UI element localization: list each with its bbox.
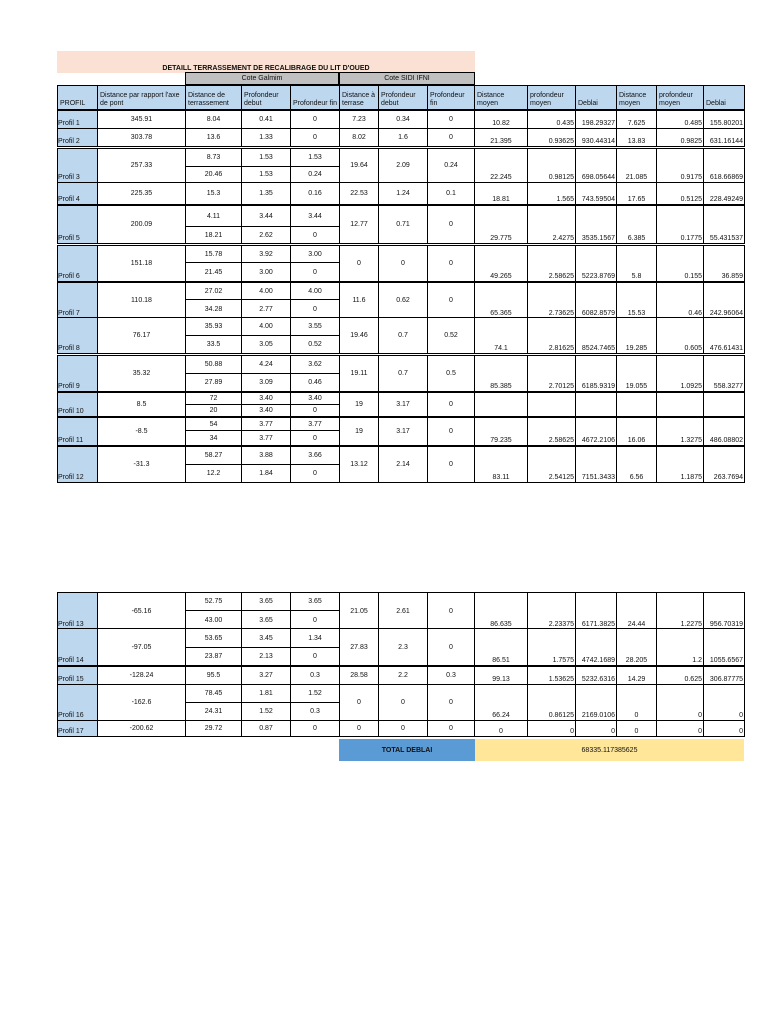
cell-pds: 1.24 bbox=[378, 182, 428, 205]
cell-d1-b: 34.28 bbox=[185, 299, 242, 319]
cell-pds: 2.14 bbox=[378, 446, 428, 483]
column-header-prof-debut-g: Profondeur debut bbox=[241, 85, 291, 110]
cell-pds: 0.71 bbox=[378, 205, 428, 244]
cell-pf1-b: 0 bbox=[290, 404, 340, 417]
cell-pd1: 0.87 bbox=[241, 720, 291, 737]
cell-pf1-b: 0 bbox=[290, 299, 340, 319]
distance-axe-cell: 345.91 bbox=[97, 110, 186, 129]
cell-pfs: 0 bbox=[427, 592, 475, 630]
cell-pf1-b: 0 bbox=[290, 647, 340, 666]
cell-pd1: 1.53 bbox=[241, 148, 291, 167]
column-header-prof-fin-g: Profondeur fin bbox=[290, 85, 340, 110]
cell-ds: 19 bbox=[339, 417, 379, 446]
cell-ds: 19.11 bbox=[339, 355, 379, 392]
cell-dm2: 0 bbox=[616, 720, 657, 737]
cell-pd1-b: 3.65 bbox=[241, 610, 291, 630]
cell-db1: 4742.1689 bbox=[575, 628, 617, 666]
cell-pfs: 0 bbox=[427, 446, 475, 483]
cell-pf1: 3.55 bbox=[290, 317, 340, 336]
cell-dm2: 15.53 bbox=[616, 282, 657, 319]
cell-dm2: 14.29 bbox=[616, 666, 657, 685]
cell-dm1: 86.635 bbox=[474, 592, 528, 630]
cell-d1: 58.27 bbox=[185, 446, 242, 465]
cell-pf1: 4.00 bbox=[290, 282, 340, 300]
cell-pm1: 0.86125 bbox=[527, 684, 576, 721]
cell-pds: 3.17 bbox=[378, 417, 428, 446]
profile-label: Profil 14 bbox=[57, 628, 98, 666]
profile-label: Profil 16 bbox=[57, 684, 98, 721]
cell-pfs: 0 bbox=[427, 720, 475, 737]
cell-pf1: 1.52 bbox=[290, 684, 340, 703]
cell-pm2: 1.2275 bbox=[656, 592, 704, 630]
cell-pm1 bbox=[527, 392, 576, 417]
cell-db1: 698.05644 bbox=[575, 148, 617, 183]
cell-pf1-b: 0.46 bbox=[290, 373, 340, 392]
cell-pf1: 0 bbox=[290, 128, 340, 147]
column-header-distance-terrase: Distance à terrase bbox=[339, 85, 379, 110]
distance-axe-cell: -200.62 bbox=[97, 720, 186, 737]
distance-axe-cell: -128.24 bbox=[97, 666, 186, 685]
cell-pd1-b: 1.53 bbox=[241, 166, 291, 183]
profile-label: Profil 10 bbox=[57, 392, 98, 417]
cell-pm1: 1.7575 bbox=[527, 628, 576, 666]
cell-db2: 263.7694 bbox=[703, 446, 745, 483]
cell-pds: 3.17 bbox=[378, 392, 428, 417]
sheet-title: DETAILL TERRASSEMENT DE RECALIBRAGE DU LIT D'OUED bbox=[57, 51, 475, 73]
cell-ds: 13.12 bbox=[339, 446, 379, 483]
cell-pds: 1.6 bbox=[378, 128, 428, 147]
cell-pd1: 3.27 bbox=[241, 666, 291, 685]
cell-pm2 bbox=[656, 392, 704, 417]
cell-d1: 35.93 bbox=[185, 317, 242, 336]
cell-pd1: 0.41 bbox=[241, 110, 291, 129]
cell-ds: 27.83 bbox=[339, 628, 379, 666]
cell-pd1: 3.92 bbox=[241, 245, 291, 263]
distance-axe-cell: 225.35 bbox=[97, 182, 186, 205]
cell-dm1: 74.1 bbox=[474, 317, 528, 354]
cell-db1: 8524.7465 bbox=[575, 317, 617, 354]
cell-pm2: 0.1775 bbox=[656, 205, 704, 244]
cell-pf1: 0.16 bbox=[290, 182, 340, 205]
cell-pm2: 0.605 bbox=[656, 317, 704, 354]
cell-pm1: 2.58625 bbox=[527, 417, 576, 446]
cell-d1-b: 43.00 bbox=[185, 610, 242, 630]
cell-pm2: 1.1875 bbox=[656, 446, 704, 483]
cell-d1: 78.45 bbox=[185, 684, 242, 703]
cell-d1: 53.65 bbox=[185, 628, 242, 648]
cell-pf1: 3.77 bbox=[290, 417, 340, 431]
column-header-deblai-1: Deblai bbox=[575, 85, 617, 110]
column-header-distance-terr: Distance de terrassement bbox=[185, 85, 242, 110]
cell-pfs: 0 bbox=[427, 684, 475, 721]
cell-d1-b: 27.89 bbox=[185, 373, 242, 392]
cell-pd1: 3.65 bbox=[241, 592, 291, 611]
cell-pd1: 3.45 bbox=[241, 628, 291, 648]
cell-db2: 476.61431 bbox=[703, 317, 745, 354]
distance-axe-cell: -65.16 bbox=[97, 592, 186, 630]
cell-pm2: 0.625 bbox=[656, 666, 704, 685]
distance-axe-cell: -8.5 bbox=[97, 417, 186, 446]
cell-d1-b: 20.46 bbox=[185, 166, 242, 183]
column-header-deblai-2: Deblai bbox=[703, 85, 745, 110]
cell-pfs: 0.1 bbox=[427, 182, 475, 205]
cell-db1: 3535.1567 bbox=[575, 205, 617, 244]
cell-dm1: 18.81 bbox=[474, 182, 528, 205]
cell-pd1-b: 3.77 bbox=[241, 430, 291, 446]
cell-db2: 558.3277 bbox=[703, 355, 745, 392]
cell-dm1: 0 bbox=[474, 720, 528, 737]
group-header-sidi-ifni: Cote SIDI IFNI bbox=[339, 72, 475, 85]
distance-axe-cell: 76.17 bbox=[97, 317, 186, 354]
cell-d1-b: 18.21 bbox=[185, 226, 242, 244]
cell-d1: 95.5 bbox=[185, 666, 242, 685]
cell-pd1: 4.24 bbox=[241, 355, 291, 374]
cell-pm2: 0 bbox=[656, 684, 704, 721]
cell-d1-b: 12.2 bbox=[185, 464, 242, 483]
cell-pd1-b: 3.09 bbox=[241, 373, 291, 392]
cell-pfs: 0 bbox=[427, 392, 475, 417]
cell-pd1: 1.81 bbox=[241, 684, 291, 703]
cell-d1: 15.78 bbox=[185, 245, 242, 263]
cell-pd1: 3.77 bbox=[241, 417, 291, 431]
total-deblai-label: TOTAL DEBLAI bbox=[339, 739, 475, 761]
cell-dm1: 99.13 bbox=[474, 666, 528, 685]
cell-db1: 930.44314 bbox=[575, 128, 617, 147]
cell-dm2: 19.285 bbox=[616, 317, 657, 354]
column-header-prof-debut-s: Profondeur debut bbox=[378, 85, 428, 110]
distance-axe-cell: -31.3 bbox=[97, 446, 186, 483]
cell-db1 bbox=[575, 392, 617, 417]
cell-ds: 0 bbox=[339, 720, 379, 737]
profile-label: Profil 6 bbox=[57, 245, 98, 282]
cell-pm1: 2.23375 bbox=[527, 592, 576, 630]
cell-db2: 306.87775 bbox=[703, 666, 745, 685]
distance-axe-cell: 8.5 bbox=[97, 392, 186, 417]
cell-db1: 2169.0106 bbox=[575, 684, 617, 721]
cell-pf1: 0 bbox=[290, 720, 340, 737]
cell-d1: 4.11 bbox=[185, 205, 242, 227]
cell-pds: 0.34 bbox=[378, 110, 428, 129]
cell-pds: 0 bbox=[378, 245, 428, 282]
cell-pd1: 3.40 bbox=[241, 392, 291, 405]
cell-dm1: 86.51 bbox=[474, 628, 528, 666]
cell-ds: 19.64 bbox=[339, 148, 379, 183]
cell-pd1: 4.00 bbox=[241, 317, 291, 336]
cell-pf1: 1.34 bbox=[290, 628, 340, 648]
cell-dm2: 13.83 bbox=[616, 128, 657, 147]
cell-db2 bbox=[703, 392, 745, 417]
cell-ds: 0 bbox=[339, 245, 379, 282]
cell-pm1: 0.93625 bbox=[527, 128, 576, 147]
distance-axe-cell: 303.78 bbox=[97, 128, 186, 147]
profile-label: Profil 7 bbox=[57, 282, 98, 319]
cell-db2: 155.80201 bbox=[703, 110, 745, 129]
distance-axe-cell: -97.05 bbox=[97, 628, 186, 666]
cell-ds: 28.58 bbox=[339, 666, 379, 685]
cell-pd1: 1.35 bbox=[241, 182, 291, 205]
cell-d1-b: 23.87 bbox=[185, 647, 242, 666]
cell-db2: 631.16144 bbox=[703, 128, 745, 147]
cell-db1: 5232.6316 bbox=[575, 666, 617, 685]
cell-pds: 0.62 bbox=[378, 282, 428, 319]
profile-label: Profil 4 bbox=[57, 182, 98, 205]
cell-pm2: 0.155 bbox=[656, 245, 704, 282]
profile-label: Profil 12 bbox=[57, 446, 98, 483]
cell-pm1: 0 bbox=[527, 720, 576, 737]
cell-db2: 1055.6567 bbox=[703, 628, 745, 666]
cell-db1: 6185.9319 bbox=[575, 355, 617, 392]
cell-dm1: 10.82 bbox=[474, 110, 528, 129]
cell-d1-b: 21.45 bbox=[185, 262, 242, 282]
cell-pf1: 3.62 bbox=[290, 355, 340, 374]
cell-ds: 19.46 bbox=[339, 317, 379, 354]
profile-label: Profil 3 bbox=[57, 148, 98, 183]
cell-dm2: 28.205 bbox=[616, 628, 657, 666]
cell-pd1: 4.00 bbox=[241, 282, 291, 300]
cell-db2: 618.66869 bbox=[703, 148, 745, 183]
cell-pds: 2.2 bbox=[378, 666, 428, 685]
cell-pm1: 2.73625 bbox=[527, 282, 576, 319]
cell-db1: 6082.8579 bbox=[575, 282, 617, 319]
cell-d1: 13.6 bbox=[185, 128, 242, 147]
total-deblai-value: 68335.117385625 bbox=[475, 739, 744, 761]
cell-pd1: 3.88 bbox=[241, 446, 291, 465]
cell-ds: 21.05 bbox=[339, 592, 379, 630]
cell-pd1-b: 3.05 bbox=[241, 335, 291, 354]
cell-pfs: 0.5 bbox=[427, 355, 475, 392]
cell-ds: 7.23 bbox=[339, 110, 379, 129]
cell-pds: 2.09 bbox=[378, 148, 428, 183]
cell-pfs: 0 bbox=[427, 128, 475, 147]
cell-dm2: 5.8 bbox=[616, 245, 657, 282]
cell-pfs: 0 bbox=[427, 282, 475, 319]
cell-db2: 0 bbox=[703, 720, 745, 737]
cell-dm2: 19.055 bbox=[616, 355, 657, 392]
cell-pm2: 0.46 bbox=[656, 282, 704, 319]
cell-dm2: 24.44 bbox=[616, 592, 657, 630]
cell-db1: 6171.3825 bbox=[575, 592, 617, 630]
column-header-prof-moyen-1: profondeur moyen bbox=[527, 85, 576, 110]
cell-db1: 198.29327 bbox=[575, 110, 617, 129]
cell-pfs: 0 bbox=[427, 205, 475, 244]
cell-pf1: 1.53 bbox=[290, 148, 340, 167]
cell-dm2: 0 bbox=[616, 684, 657, 721]
cell-ds: 11.6 bbox=[339, 282, 379, 319]
cell-pm2: 0.9175 bbox=[656, 148, 704, 183]
cell-pm1: 2.70125 bbox=[527, 355, 576, 392]
cell-db1: 5223.8769 bbox=[575, 245, 617, 282]
cell-db2: 55.431537 bbox=[703, 205, 745, 244]
cell-pfs: 0.52 bbox=[427, 317, 475, 354]
cell-d1-b: 33.5 bbox=[185, 335, 242, 354]
distance-axe-cell: 151.18 bbox=[97, 245, 186, 282]
cell-db1: 743.59504 bbox=[575, 182, 617, 205]
cell-pf1-b: 0 bbox=[290, 430, 340, 446]
cell-ds: 0 bbox=[339, 684, 379, 721]
cell-db2: 36.859 bbox=[703, 245, 745, 282]
cell-pd1-b: 1.52 bbox=[241, 702, 291, 721]
cell-db2: 956.70319 bbox=[703, 592, 745, 630]
cell-pf1-b: 0.24 bbox=[290, 166, 340, 183]
profile-label: Profil 9 bbox=[57, 355, 98, 392]
column-header-dist-moyen-1: Distance moyen bbox=[474, 85, 528, 110]
cell-dm2 bbox=[616, 392, 657, 417]
cell-ds: 19 bbox=[339, 392, 379, 417]
cell-d1-b: 34 bbox=[185, 430, 242, 446]
profile-label: Profil 11 bbox=[57, 417, 98, 446]
cell-d1: 29.72 bbox=[185, 720, 242, 737]
cell-dm1: 83.11 bbox=[474, 446, 528, 483]
profile-label: Profil 1 bbox=[57, 110, 98, 129]
cell-pfs: 0.24 bbox=[427, 148, 475, 183]
cell-db2: 242.96064 bbox=[703, 282, 745, 319]
cell-pf1-b: 0.52 bbox=[290, 335, 340, 354]
cell-pd1-b: 3.40 bbox=[241, 404, 291, 417]
cell-pf1: 3.00 bbox=[290, 245, 340, 263]
cell-pfs: 0 bbox=[427, 628, 475, 666]
cell-db1: 7151.3433 bbox=[575, 446, 617, 483]
cell-pm1: 2.58625 bbox=[527, 245, 576, 282]
cell-dm1: 49.265 bbox=[474, 245, 528, 282]
cell-dm1: 29.775 bbox=[474, 205, 528, 244]
cell-d1-b: 20 bbox=[185, 404, 242, 417]
cell-pm2: 0.9825 bbox=[656, 128, 704, 147]
cell-pm2: 1.0925 bbox=[656, 355, 704, 392]
cell-pfs: 0.3 bbox=[427, 666, 475, 685]
cell-pm1: 1.565 bbox=[527, 182, 576, 205]
cell-pm1: 2.4275 bbox=[527, 205, 576, 244]
cell-pd1-b: 2.77 bbox=[241, 299, 291, 319]
cell-pd1: 1.33 bbox=[241, 128, 291, 147]
cell-dm2: 17.65 bbox=[616, 182, 657, 205]
group-header-galmim: Cote Galmim bbox=[185, 72, 339, 85]
cell-db1: 4672.2106 bbox=[575, 417, 617, 446]
cell-pm2: 0.485 bbox=[656, 110, 704, 129]
cell-d1: 27.02 bbox=[185, 282, 242, 300]
distance-axe-cell: -162.6 bbox=[97, 684, 186, 721]
cell-d1: 8.73 bbox=[185, 148, 242, 167]
cell-pds: 2.61 bbox=[378, 592, 428, 630]
cell-pf1-b: 0 bbox=[290, 464, 340, 483]
profile-label: Profil 13 bbox=[57, 592, 98, 630]
distance-axe-cell: 257.33 bbox=[97, 148, 186, 183]
cell-ds: 22.53 bbox=[339, 182, 379, 205]
cell-dm2: 6.56 bbox=[616, 446, 657, 483]
cell-pfs: 0 bbox=[427, 417, 475, 446]
cell-pf1: 3.65 bbox=[290, 592, 340, 611]
cell-d1: 54 bbox=[185, 417, 242, 431]
cell-dm1: 79.235 bbox=[474, 417, 528, 446]
profile-label: Profil 8 bbox=[57, 317, 98, 354]
cell-pf1-b: 0 bbox=[290, 262, 340, 282]
cell-dm1: 85.385 bbox=[474, 355, 528, 392]
cell-d1: 8.04 bbox=[185, 110, 242, 129]
cell-db2: 228.49249 bbox=[703, 182, 745, 205]
cell-pd1-b: 1.84 bbox=[241, 464, 291, 483]
cell-pf1: 3.44 bbox=[290, 205, 340, 227]
cell-pm2: 1.2 bbox=[656, 628, 704, 666]
cell-pm2: 1.3275 bbox=[656, 417, 704, 446]
distance-axe-cell: 35.32 bbox=[97, 355, 186, 392]
profile-label: Profil 15 bbox=[57, 666, 98, 685]
cell-db1: 0 bbox=[575, 720, 617, 737]
cell-d1: 15.3 bbox=[185, 182, 242, 205]
profile-label: Profil 2 bbox=[57, 128, 98, 147]
cell-dm1: 65.365 bbox=[474, 282, 528, 319]
cell-pds: 0.7 bbox=[378, 317, 428, 354]
column-header-prof-moyen-2: profondeur moyen bbox=[656, 85, 704, 110]
profile-label: Profil 17 bbox=[57, 720, 98, 737]
cell-pf1: 0 bbox=[290, 110, 340, 129]
cell-pds: 0.7 bbox=[378, 355, 428, 392]
cell-ds: 8.02 bbox=[339, 128, 379, 147]
cell-pf1: 0.3 bbox=[290, 666, 340, 685]
distance-axe-cell: 110.18 bbox=[97, 282, 186, 319]
cell-pds: 0 bbox=[378, 684, 428, 721]
cell-pf1: 3.66 bbox=[290, 446, 340, 465]
cell-d1-b: 24.31 bbox=[185, 702, 242, 721]
cell-pfs: 0 bbox=[427, 245, 475, 282]
cell-pf1: 3.40 bbox=[290, 392, 340, 405]
cell-ds: 12.77 bbox=[339, 205, 379, 244]
cell-dm2: 6.385 bbox=[616, 205, 657, 244]
cell-pm2: 0.5125 bbox=[656, 182, 704, 205]
cell-d1: 72 bbox=[185, 392, 242, 405]
cell-pm2: 0 bbox=[656, 720, 704, 737]
cell-db2: 486.08802 bbox=[703, 417, 745, 446]
cell-pf1-b: 0 bbox=[290, 610, 340, 630]
cell-d1: 52.75 bbox=[185, 592, 242, 611]
distance-axe-cell: 200.09 bbox=[97, 205, 186, 244]
column-header-profil: PROFIL bbox=[57, 85, 98, 110]
cell-dm1: 21.395 bbox=[474, 128, 528, 147]
cell-dm2: 16.06 bbox=[616, 417, 657, 446]
cell-pd1-b: 2.62 bbox=[241, 226, 291, 244]
cell-db2: 0 bbox=[703, 684, 745, 721]
column-header-dist-moyen-2: Distance moyen bbox=[616, 85, 657, 110]
cell-dm1: 66.24 bbox=[474, 684, 528, 721]
column-header-distance-axe: Distance par rapport l'axe de pont bbox=[97, 85, 186, 110]
cell-dm1: 22.245 bbox=[474, 148, 528, 183]
cell-pm1: 2.81625 bbox=[527, 317, 576, 354]
cell-dm2: 7.625 bbox=[616, 110, 657, 129]
column-header-prof-fin-s: Profondeur fin bbox=[427, 85, 475, 110]
cell-pds: 0 bbox=[378, 720, 428, 737]
profile-label: Profil 5 bbox=[57, 205, 98, 244]
cell-pm1: 0.98125 bbox=[527, 148, 576, 183]
cell-d1: 50.88 bbox=[185, 355, 242, 374]
cell-pm1: 0.435 bbox=[527, 110, 576, 129]
cell-pf1-b: 0 bbox=[290, 226, 340, 244]
cell-pf1-b: 0.3 bbox=[290, 702, 340, 721]
cell-pfs: 0 bbox=[427, 110, 475, 129]
cell-pm1: 2.54125 bbox=[527, 446, 576, 483]
cell-dm2: 21.085 bbox=[616, 148, 657, 183]
cell-pd1-b: 3.00 bbox=[241, 262, 291, 282]
cell-dm1 bbox=[474, 392, 528, 417]
cell-pds: 2.3 bbox=[378, 628, 428, 666]
cell-pd1-b: 2.13 bbox=[241, 647, 291, 666]
cell-pm1: 1.53625 bbox=[527, 666, 576, 685]
cell-pd1: 3.44 bbox=[241, 205, 291, 227]
